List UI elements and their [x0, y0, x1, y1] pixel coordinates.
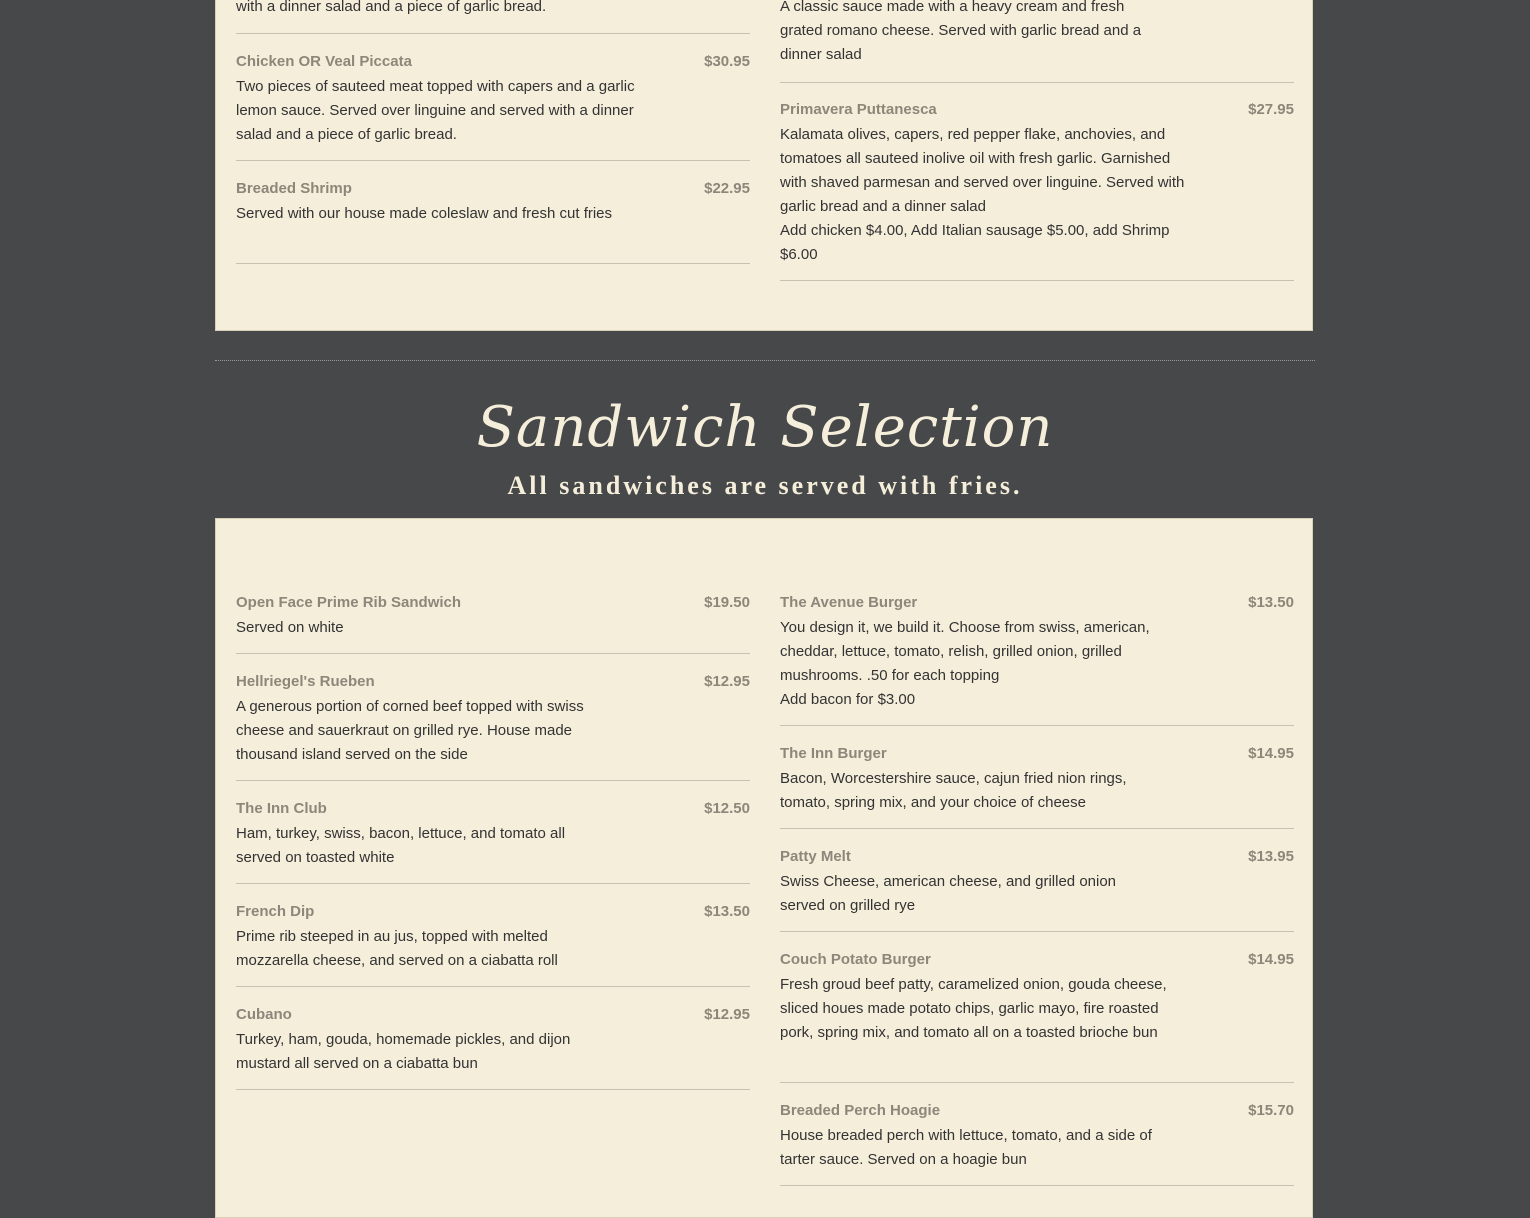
menu-item [780, 1100, 1294, 1186]
menu-item [780, 592, 1294, 726]
menu-item-name: The Avenue Burger [780, 594, 918, 611]
menu-item [236, 901, 750, 987]
menu-item-name: Breaded Perch Hoagie [780, 1102, 941, 1119]
menu-item [780, 99, 1294, 281]
menu-item-price: $14.95 [1248, 745, 1294, 762]
menu-item-description: Fresh groud beef patty, caramelized onion, gouda cheese, sliced houes made potato chips, garlic mayo, fire roasted pork, spring mix, and tomato all on a toasted brioche bun [780, 976, 1167, 1041]
menu-item-description: Ham, turkey, swiss, bacon, lettuce, and tomato all served on toasted white [236, 825, 566, 866]
menu-item-partial [236, 0, 750, 34]
menu-item-name: Primavera Puttanesca [780, 101, 937, 118]
menu-item-price: $13.50 [1248, 594, 1294, 611]
menu-item-description: Served with our house made coleslaw and fresh cut fries [236, 205, 613, 222]
menu-item [236, 592, 750, 654]
menu-item-price: $12.95 [704, 673, 750, 690]
menu-item-price: $13.50 [704, 903, 750, 920]
menu-item-description-partial: with a dinner salad and a piece of garlic bread. [236, 0, 547, 15]
menu-item-price: $12.50 [704, 800, 750, 817]
menu-item [236, 1004, 750, 1090]
menu-item-description: Swiss Cheese, american cheese, and grilled onion served on grilled rye [780, 873, 1117, 914]
menu-item-name: The Inn Club [236, 800, 327, 817]
section-divider [215, 360, 1315, 361]
menu-item-name: Patty Melt [780, 848, 851, 865]
menu-item-description: Two pieces of sauteed meat topped with capers and a garlic lemon sauce. Served over linguine and served with a dinner salad and a piece of garlic bread. [236, 78, 635, 143]
menu-item [236, 51, 750, 161]
menu-item-description: Bacon, Worcestershire sauce, cajun fried nion rings, tomato, spring mix, and your choice of cheese [780, 770, 1127, 811]
menu-item-name: Hellriegel's Rueben [236, 673, 375, 690]
sandwich-card [215, 518, 1313, 1218]
menu-item-description: A generous portion of corned beef topped with swiss cheese and sauerkraut on grilled rye. House made thousand island served on the side [236, 698, 584, 763]
menu-item-description: Prime rib steeped in au jus, topped with melted mozzarella cheese, and served on a ciabatta roll [236, 928, 558, 969]
menu-item-name: The Inn Burger [780, 745, 887, 762]
menu-item-name: French Dip [236, 903, 315, 920]
menu-item-name: Cubano [236, 1006, 292, 1023]
menu-item-name: Breaded Shrimp [236, 180, 352, 197]
menu-item [236, 671, 750, 781]
menu-item-description-partial: A classic sauce made with a heavy cream and fresh grated romano cheese. Served with garlic bread and a dinner salad [780, 0, 1142, 63]
menu-item-price: $13.95 [1248, 848, 1294, 865]
menu-item-partial [780, 0, 1294, 83]
menu-item-name: Couch Potato Burger [780, 951, 931, 968]
menu-item-price: $12.95 [704, 1006, 750, 1023]
menu-item-description: House breaded perch with lettuce, tomato, and a side of tarter sauce. Served on a hoagie bun [780, 1127, 1152, 1168]
menu-item-description: Kalamata olives, capers, red pepper flake, anchovies, and tomatoes all sauteed inolive oil with fresh garlic. Garnished with shaved parmesan and served over linguine. Served with garlic bread and a dinner salad Add chicken $4.00, Add Italian sausage $5.00, add Shrimp $6.00 [780, 126, 1185, 263]
menu-item-description: Served on white [236, 619, 344, 636]
menu-item [780, 949, 1294, 1083]
menu-item-description: You design it, we build it. Choose from swiss, american, cheddar, lettuce, tomato, relish, grilled onion, grilled mushrooms. .50 for each topping Add bacon for $3.00 [780, 619, 1150, 708]
menu-item [236, 178, 750, 264]
menu-item [780, 846, 1294, 932]
menu-item-name: Open Face Prime Rib Sandwich [236, 594, 462, 611]
menu-item-price: $22.95 [704, 180, 750, 197]
menu-item-name: Chicken OR Veal Piccata [236, 53, 412, 70]
menu-item [236, 798, 750, 884]
menu-item-price: $15.70 [1248, 1102, 1294, 1119]
section-subtitle: All sandwiches are served with fries. [507, 471, 1023, 500]
entrees-card [215, 0, 1313, 331]
menu-item-description: Turkey, ham, gouda, homemade pickles, and dijon mustard all served on a ciabatta bun [236, 1031, 571, 1072]
section-title: Sandwich Selection [476, 395, 1054, 460]
menu-item-price: $30.95 [704, 53, 750, 70]
menu-item-price: $19.50 [704, 594, 750, 611]
menu-item [780, 743, 1294, 829]
menu-item-price: $14.95 [1248, 951, 1294, 968]
menu-item-price: $27.95 [1248, 101, 1294, 118]
